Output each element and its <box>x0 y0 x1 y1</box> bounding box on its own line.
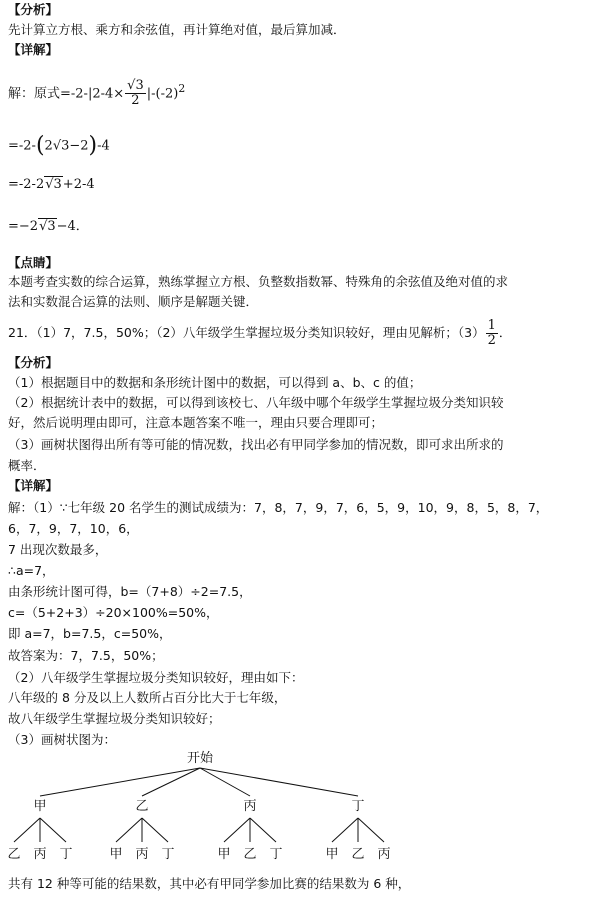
tree-leaf-label: 乙 <box>351 847 365 862</box>
answer-text: 21．（1）7，7.5，50%；（2）八年级学生掌握垃圾分类知识较好，理由见解析；（3） <box>8 325 485 340</box>
detail-line: （2）八年级学生掌握垃圾分类知识较好，理由如下： <box>8 670 304 685</box>
analysis-line: （1）根据题目中的数据和条形统计图中的数据，可以得到 a、b、c 的值； <box>8 375 422 390</box>
tree-edge <box>250 818 276 842</box>
detail-line: c=（5+2+3）÷20×100%=50%， <box>8 605 219 620</box>
tree-leaf-label: 丙 <box>377 847 391 862</box>
step-text: =-2- <box>8 138 36 154</box>
answer-21 <box>8 318 511 348</box>
answer-fraction <box>486 319 498 348</box>
tree-edge <box>332 818 358 842</box>
solution-step-3 <box>8 177 95 193</box>
section-heading-analysis: 【分析】 <box>8 355 59 370</box>
solution-step-1 <box>8 72 185 111</box>
tree-leaf-label: 丁 <box>269 847 283 862</box>
exponent: 2 <box>178 82 186 95</box>
step-text: −4． <box>56 219 89 234</box>
sqrt-term: √3 <box>45 177 62 192</box>
close-paren: ) <box>88 133 98 158</box>
analysis-text: 先计算立方根、乘方和余弦值，再计算绝对值，最后算加减． <box>8 22 346 37</box>
tree-edge <box>116 818 142 842</box>
tree-branch-label: 丁 <box>351 799 365 814</box>
solution-step-2 <box>8 134 110 159</box>
detail-line: 故答案为：7，7.5，50%； <box>8 648 164 663</box>
tree-leaf-label: 甲 <box>217 847 231 862</box>
tree-leaf-label: 丁 <box>59 847 73 862</box>
tree-edge <box>200 768 358 796</box>
solution-step-4 <box>8 219 89 235</box>
tree-edge <box>40 768 200 796</box>
detail-line: ∴a=7， <box>8 563 55 578</box>
tree-root-label: 开始 <box>186 751 214 766</box>
section-heading-detail: 【详解】 <box>8 42 59 57</box>
tree-edge <box>224 818 250 842</box>
step-text: 解：原式=-2-|2-4× <box>8 86 125 102</box>
fraction <box>125 79 146 108</box>
tree-diagram <box>0 740 616 875</box>
analysis-line: 好，然后说明理由即可，注意本题答案不唯一，理由只要合理即可； <box>8 415 384 430</box>
section-heading-analysis: 【分析】 <box>8 2 59 17</box>
step-text: +2-4 <box>62 177 95 192</box>
detail-line: （3）画树状图为： <box>8 732 116 747</box>
tree-leaf-label: 甲 <box>109 847 123 862</box>
step-text: |-(-2) <box>146 86 179 102</box>
section-heading-comment: 【点睛】 <box>8 255 59 270</box>
detail-line: 即 a=7，b=7.5，c=50%， <box>8 626 172 641</box>
step-text: -4 <box>97 138 110 154</box>
tree-leaf-label: 丁 <box>161 847 175 862</box>
open-paren: ( <box>35 133 45 158</box>
tree-branch-label: 乙 <box>135 799 149 814</box>
final-line: 共有 12 种等可能的结果数，其中必有甲同学参加比赛的结果数为 6 种， <box>8 876 411 891</box>
detail-line: 由条形统计图可得，b=（7+8）÷2=7.5， <box>8 584 252 599</box>
analysis-line: （2）根据统计表中的数据，可以得到该校七、八年级中哪个年级学生掌握垃圾分类知识较 <box>8 395 504 410</box>
step-text: 2√3 <box>44 138 70 154</box>
analysis-line: 概率． <box>8 458 46 473</box>
analysis-line: （3）画树状图得出所有等可能的情况数，找出必有甲同学参加的情况数，即可求出所求的 <box>8 437 504 452</box>
tree-leaf-label: 乙 <box>7 847 21 862</box>
detail-line: 八年级的 8 分及以上人数所占百分比大于七年级， <box>8 690 287 705</box>
fraction-numerator: 1 <box>487 318 496 333</box>
tree-leaf-label: 丙 <box>33 847 47 862</box>
comment-line: 法和实数混合运算的法则、顺序是解题关键． <box>8 294 259 309</box>
fraction-denominator: 2 <box>131 93 140 109</box>
section-heading-detail: 【详解】 <box>8 478 59 493</box>
step-text: =-2-2 <box>8 177 45 192</box>
tree-branch-label: 甲 <box>33 799 47 814</box>
tree-branch-label: 丙 <box>243 799 257 814</box>
answer-text: ． <box>498 325 512 340</box>
tree-root <box>187 751 214 766</box>
step-text: −2 <box>69 138 89 154</box>
tree-edge <box>358 818 384 842</box>
tree-edge <box>142 818 168 842</box>
step-text: =−2 <box>8 219 39 234</box>
tree-leaf-label: 丙 <box>135 847 149 862</box>
tree-edge <box>142 768 200 796</box>
tree-leaf-label: 乙 <box>243 847 257 862</box>
sqrt-term: √3 <box>39 219 56 234</box>
fraction-denominator: 2 <box>487 333 496 348</box>
detail-line: 解：（1）∵七年级 20 名学生的测试成绩为：7，8，7，9，7，6，5，9，10，9，8，5，8，7， <box>8 500 549 515</box>
tree-leaf-label: 甲 <box>325 847 339 862</box>
detail-line: 故八年级学生掌握垃圾分类知识较好； <box>8 711 221 726</box>
comment-line: 本题考查实数的综合运算，熟练掌握立方根、负整数指数幂、特殊角的余弦值及绝对值的求 <box>8 274 509 289</box>
fraction-numerator: √3 <box>127 78 144 94</box>
tree-edge <box>14 818 40 842</box>
detail-line: 6，7，9，7，10，6， <box>8 521 139 536</box>
detail-line: 7 出现次数最多， <box>8 542 108 557</box>
tree-edge <box>40 818 66 842</box>
